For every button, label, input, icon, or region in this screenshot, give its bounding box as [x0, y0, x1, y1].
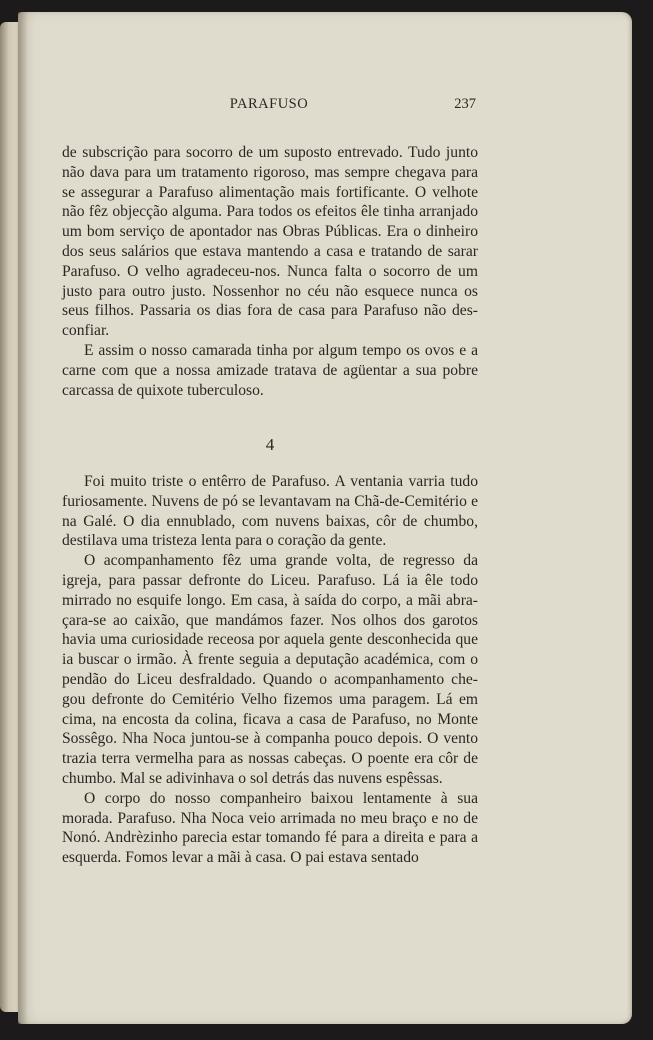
running-head-title: PARAFUSO: [229, 96, 309, 112]
section-number: 4: [265, 435, 275, 454]
body-text-bottom: [62, 472, 478, 868]
paragraph: Foi muito triste o entêrro de Parafuso. A ventania varria tudo furiosamente. Nuvens de pó se levantavam na Chã-de-Cemitério e na Galé. O dia ennublado, com nuvens baixas, côr de chumbo, destilava uma tristeza lenta para o coração da gente.: [62, 473, 478, 550]
body-text-top: [62, 143, 478, 400]
page-gutter-shadow: [18, 12, 28, 1024]
running-head: [62, 96, 476, 116]
paragraph: O acompanhamento fêz uma grande volta, de regresso da igreja, para passar defronte do Liceu. Parafuso. Lá ia êle todo mirrado no esquife longo. Em casa, à saída do corpo, a mãi abra-çara-se ao caixão, que mandámos fazer. Nos olhos dos garotos havia uma curiosidade receosa por aquela gente desconhecida que ia buscar o irmão. À frente seguia a deputação académica, com o pendão do Liceu desfraldado. Quando o acompanhamento che-gou defronte do Cemitério Velho fizemos uma paragem. Lá em cima, na encosta da colina, ficava a casa de Parafuso, no Monte Sossêgo. Nha Noca juntou-se à companha pouco depois. O vento trazia terra vermelha para as nossas cabeças. O poente era côr de chumbo. Mal se adivinhava o sol detrás das nuvens espêssas.: [62, 552, 478, 787]
paragraph: de subscrição para socorro de um suposto entrevado. Tudo junto não dava para um tratamento rigoroso, mas sempre chegava para se assegurar a Parafuso alimentação mais fortificante. O velhote não fêz objecção alguma. Para todos os efeitos êle tinha arranjado um bom serviço de apontador nas Obras Públicas. Era o dinheiro dos seus salários que estava mantendo a casa e tratando de sarar Parafuso. O velho agradeceu-nos. Nunca falta o socorro de um justo para outro justo. Nossenhor no céu não esquece nunca os seus filhos. Passaria os dias fora de casa para Parafuso não des-confiar.: [62, 144, 478, 340]
paragraph: E assim o nosso camarada tinha por algum tempo os ovos e a carne com que a nossa amizade tratava de agüentar a sua pobre carcassa de quixote tuberculoso.: [62, 341, 478, 399]
paragraph: O corpo do nosso companheiro baixou lentamente à sua morada. Parafuso. Nha Noca veio arrimada no meu braço e no de Nonó. Andrèzinho parecia estar tomando fé para a direita e para a esquerda. Fomos levar a mãi à casa. O pai estava sentado: [62, 789, 478, 867]
page-number: 237: [454, 96, 476, 112]
